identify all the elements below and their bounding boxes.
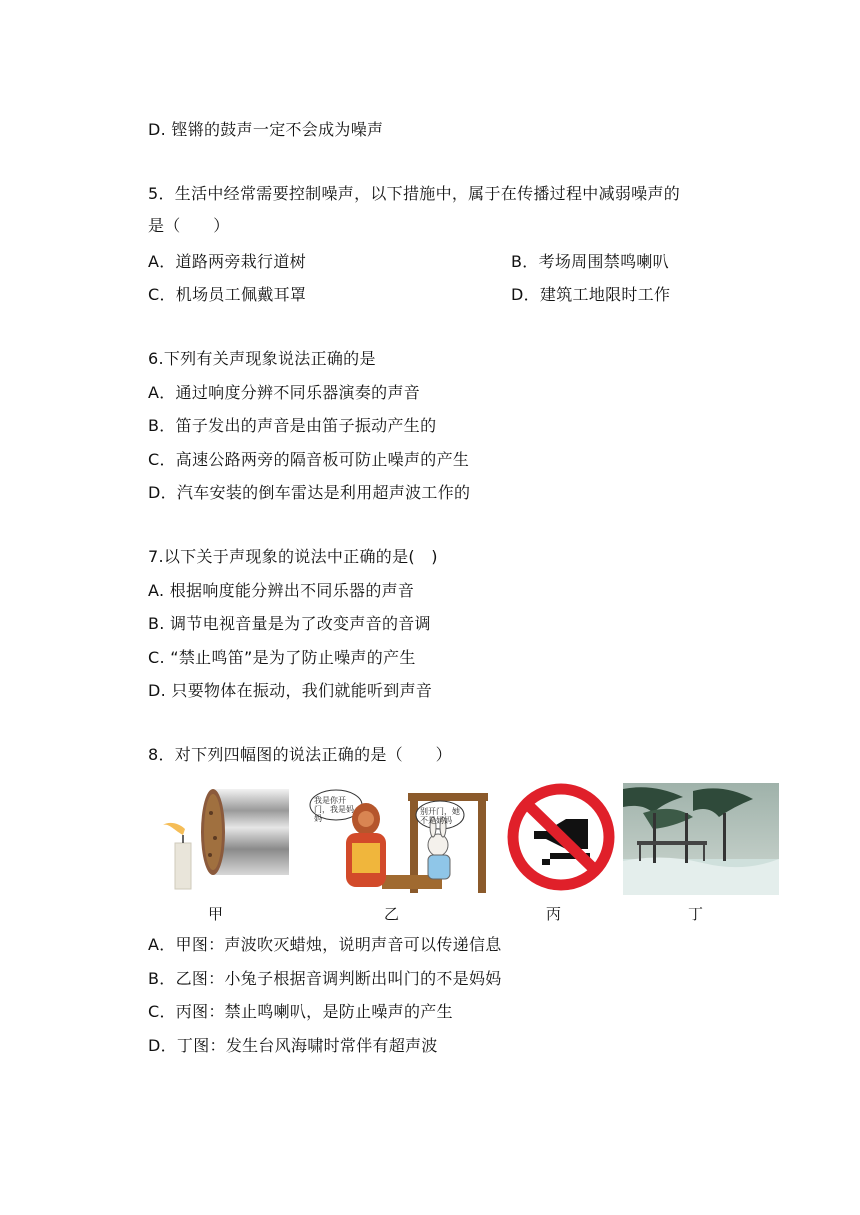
q8-stem: 8．对下列四幅图的说法正确的是（ ）	[148, 745, 452, 764]
no-horn-sign-icon	[506, 783, 616, 895]
q5-stem-line2: 是（ ）	[148, 216, 230, 235]
figure-bing-no-horn-sign	[506, 783, 616, 895]
figure-yi-caption: 乙	[384, 905, 400, 923]
q6-option-c: C．高速公路两旁的隔音板可防止噪声的产生	[148, 450, 470, 469]
candle-drum-illustration	[155, 783, 291, 895]
q5-option-b: B．考场周围禁鸣喇叭	[511, 252, 669, 271]
q6-option-b: B．笛子发出的声音是由笛子振动产生的	[148, 416, 437, 435]
typhoon-illustration	[623, 783, 779, 895]
q7-option-c: C. “禁止鸣笛”是为了防止噪声的产生	[148, 648, 416, 667]
figure-ding-typhoon-photo	[623, 783, 779, 895]
wolf-speech-bubble: 我是你开门，我是妈妈	[314, 796, 354, 823]
q4-option-d: D. 铿锵的鼓声一定不会成为噪声	[148, 120, 384, 139]
figure-ding-caption: 丁	[688, 905, 704, 923]
q6-stem: 6.下列有关声现象说法正确的是	[148, 349, 376, 368]
q7-option-a: A. 根据响度能分辨出不同乐器的声音	[148, 581, 415, 600]
q6-option-d: D．汽车安装的倒车雷达是利用超声波工作的	[148, 483, 471, 502]
q5-option-d: D．建筑工地限时工作	[511, 285, 671, 304]
q8-option-a: A．甲图：声波吹灭蜡烛，说明声音可以传递信息	[148, 935, 502, 954]
q8-option-c: C．丙图：禁止鸣喇叭，是防止噪声的产生	[148, 1002, 453, 1021]
q8-option-b: B．乙图：小兔子根据音调判断出叫门的不是妈妈	[148, 969, 502, 988]
figure-yi-wolf-rabbit	[306, 783, 490, 895]
rabbit-speech-bubble: 别开门，她不是妈妈	[420, 807, 460, 825]
figure-bing-caption: 丙	[546, 905, 562, 923]
q5-option-a: A．道路两旁栽行道树	[148, 252, 306, 271]
q6-option-a: A．通过响度分辨不同乐器演奏的声音	[148, 383, 421, 402]
q7-option-d: D. 只要物体在振动，我们就能听到声音	[148, 681, 433, 700]
q5-option-c: C．机场员工佩戴耳罩	[148, 285, 307, 304]
figure-jia-caption: 甲	[208, 905, 224, 923]
q7-option-b: B. 调节电视音量是为了改变声音的音调	[148, 614, 431, 633]
q7-stem: 7.以下关于声现象的说法中正确的是( )	[148, 547, 438, 566]
figure-jia-candle-drum	[155, 783, 291, 895]
q5-stem-line1: 5．生活中经常需要控制噪声，以下措施中，属于在传播过程中减弱噪声的	[148, 184, 681, 203]
q8-option-d: D．丁图：发生台风海啸时常伴有超声波	[148, 1036, 438, 1055]
